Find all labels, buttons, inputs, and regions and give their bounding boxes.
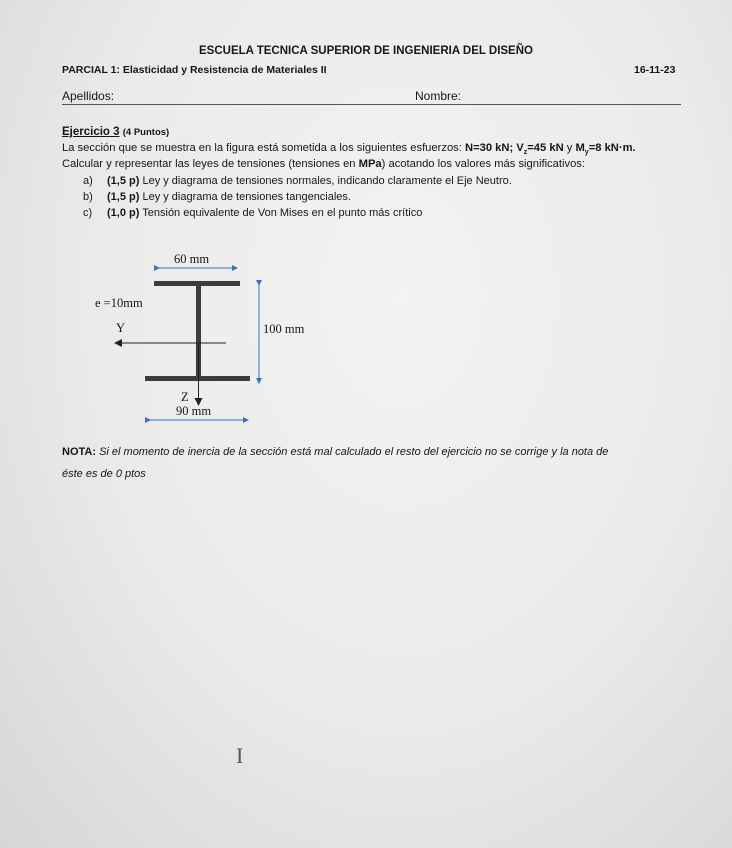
top-flange (154, 281, 240, 286)
exercise-points: (4 Puntos) (122, 127, 170, 138)
list-item: b) (1,5 p) Ley y diagrama de tensiones tangenciales. (83, 191, 351, 203)
exercise-title: Ejercicio 3 (62, 126, 120, 138)
axial-force: N=30 kN; (464, 142, 514, 154)
school-title: ESCUELA TECNICA SUPERIOR DE INGENIERIA DEL DISEÑO (199, 45, 533, 57)
bottom-flange-label: 90 mm (176, 404, 212, 418)
apellidos-label: Apellidos: (62, 89, 115, 103)
statement-intro: La sección que se muestra en la figura está sometida a los siguientes esfuerzos: (62, 142, 465, 154)
thickness-label: e =10mm (95, 296, 143, 310)
list-item: c) (1,0 p) Tensión equivalente de Von Mises en el punto más crítico (83, 207, 423, 219)
note-label: NOTA: (62, 446, 97, 458)
height-label: 100 mm (263, 322, 305, 336)
shear-force: $V_z=45$ kN (516, 142, 564, 157)
bottom-flange (145, 376, 250, 381)
text-cursor-icon: I (236, 743, 244, 768)
note-text: Si el momento de inercia de la sección está mal calculado el resto del ejercicio no se corrige y la nota de (96, 446, 609, 458)
calc-instruction: Calcular y representar las leyes de tensiones (tensiones en MPa) acotando los valores más significativos: (62, 158, 585, 170)
course-title: PARCIAL 1: Elasticidad y Resistencia de Materiales II (62, 64, 327, 76)
nombre-label: Nombre: (415, 89, 462, 103)
exam-date: 16-11-23 (634, 64, 676, 76)
y-axis-label: Y (116, 321, 126, 335)
top-flange-label: 60 mm (174, 252, 210, 266)
note (62, 446, 608, 458)
list-item: a) (1,5 p) Ley y diagrama de tensiones normales, indicando claramente el Eje Neutro. (83, 175, 512, 187)
note-continuation: éste es de 0 ptos (62, 468, 146, 480)
conjunction: y (566, 142, 573, 154)
bending-moment: $M_y=8$ kN·m. (575, 142, 636, 157)
z-axis-label: Z (181, 390, 189, 404)
